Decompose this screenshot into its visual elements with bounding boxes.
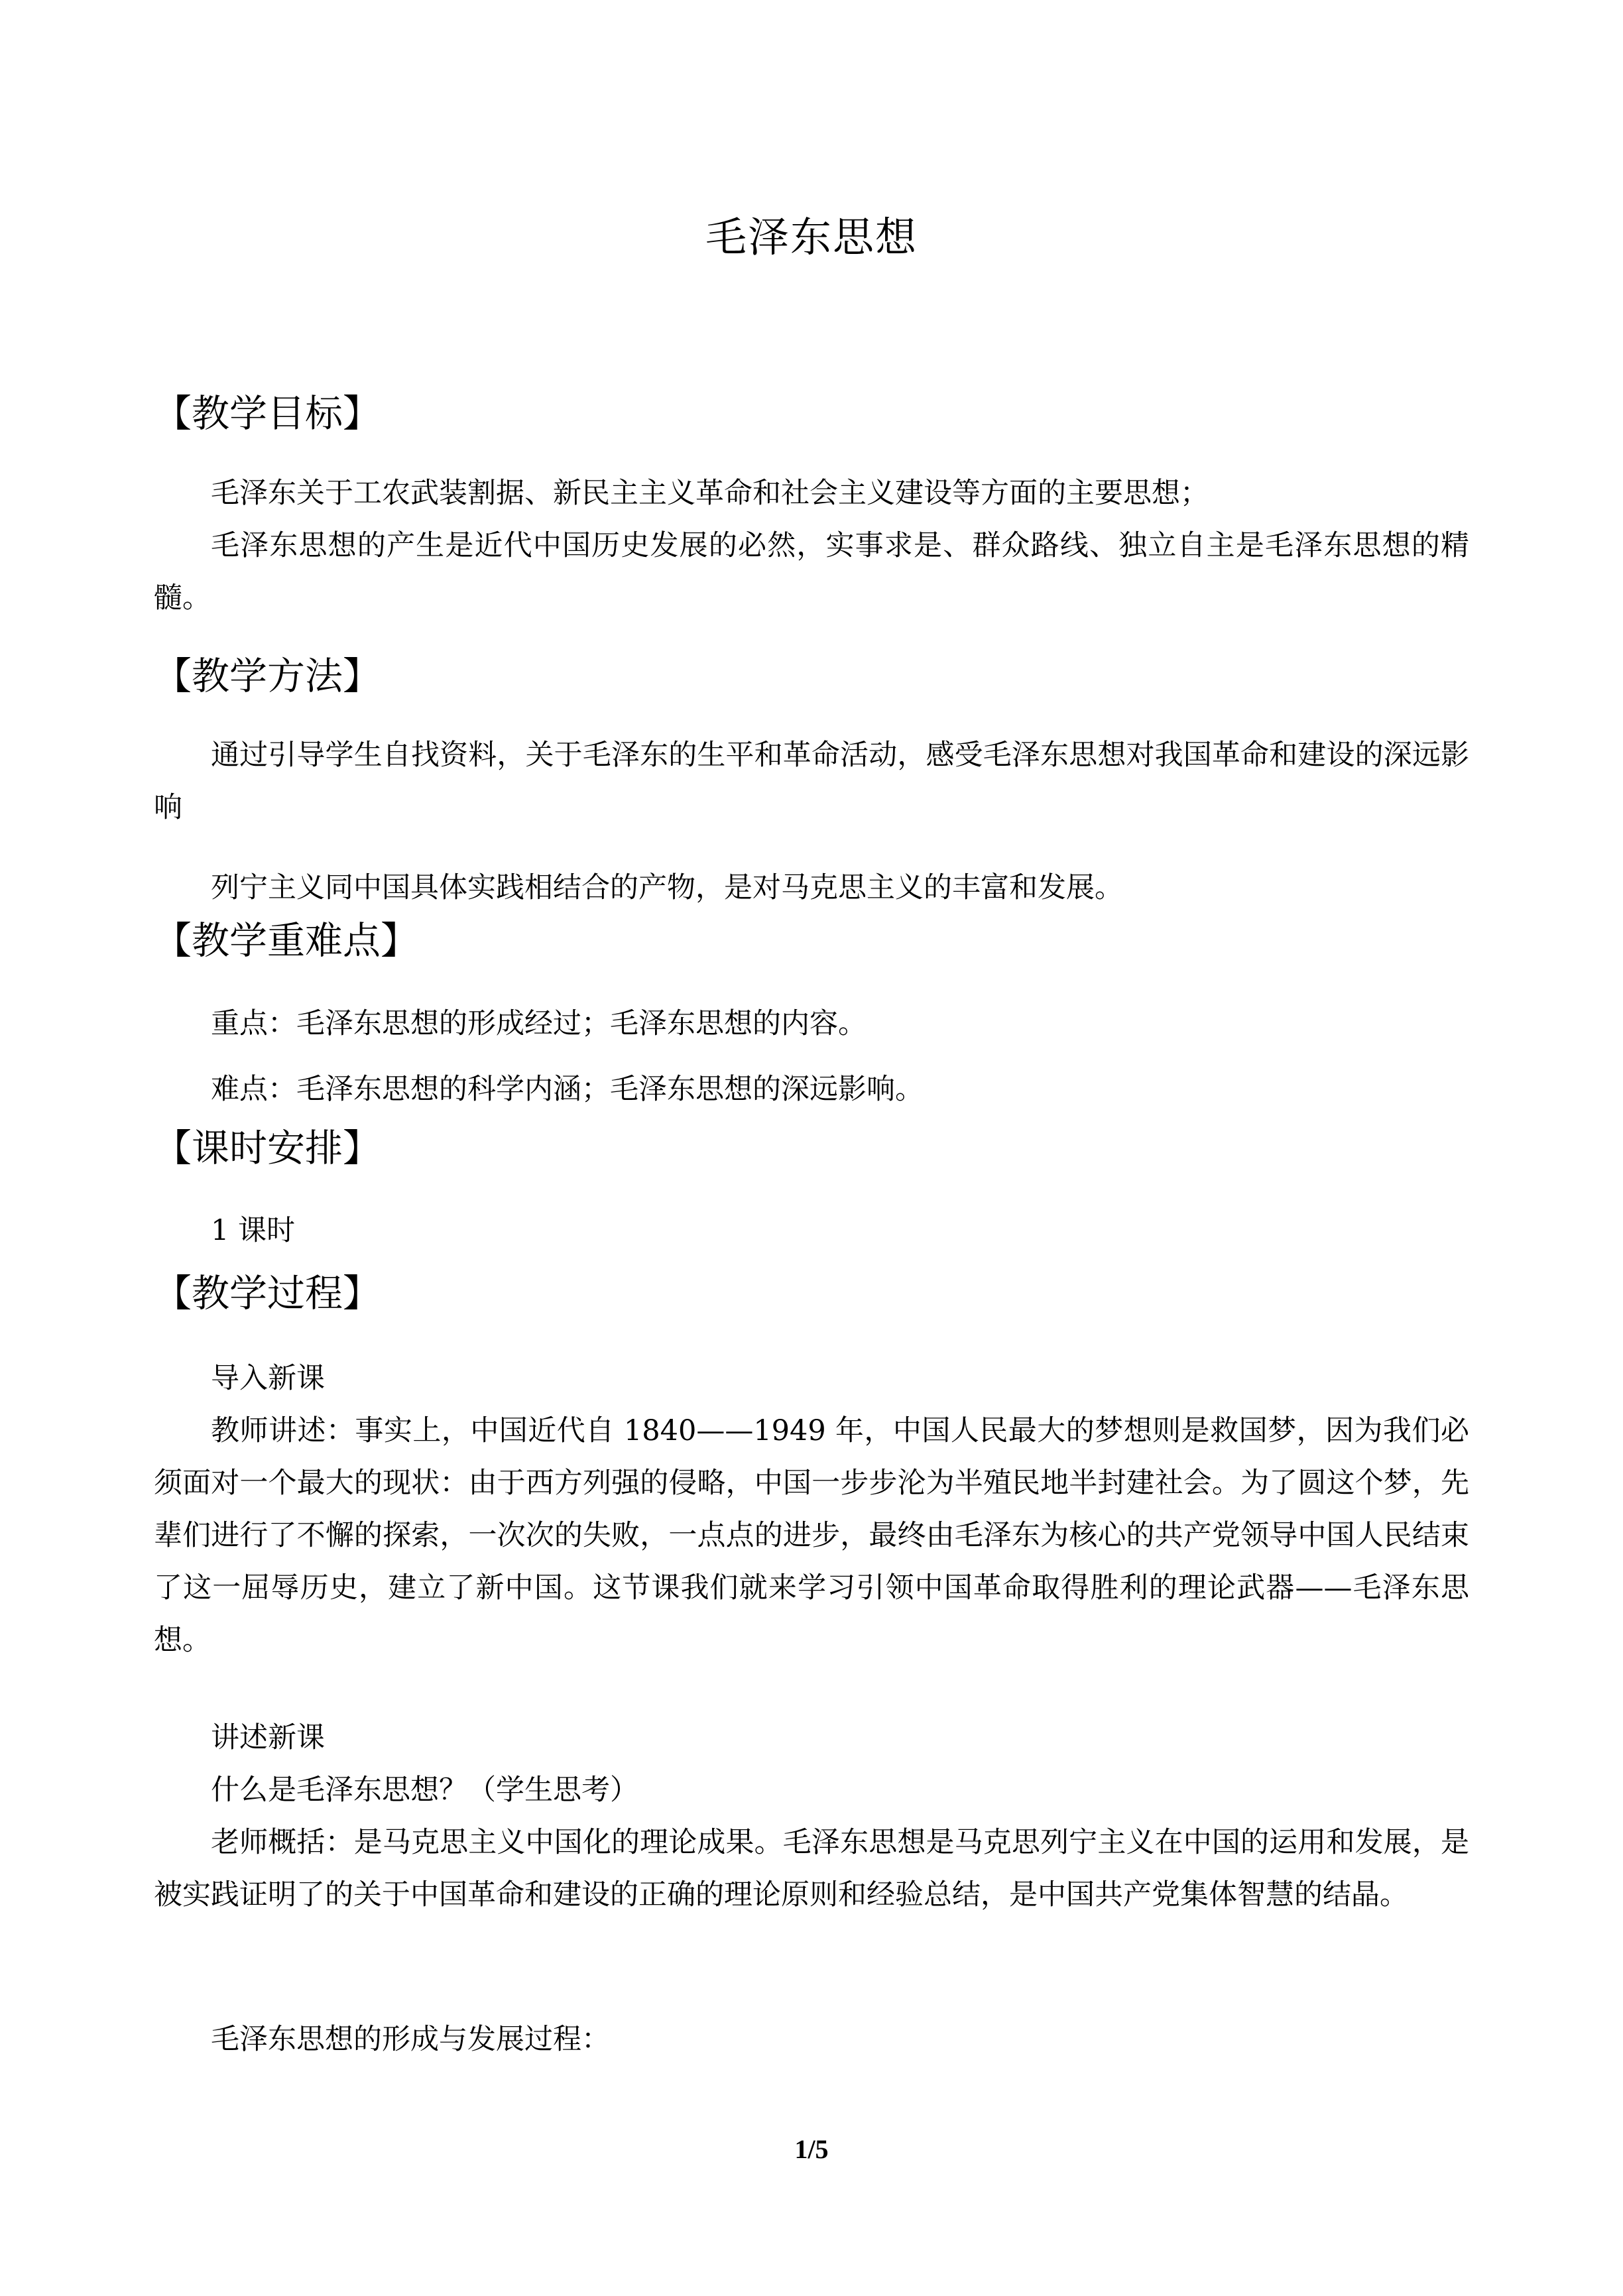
goals-paragraph-2: 毛泽东思想的产生是近代中国历史发展的必然，实事求是、群众路线、独立自主是毛泽东思想的精髓。 (154, 529, 1469, 615)
section-heading-key-points: 【教学重难点】 (154, 919, 418, 963)
process-paragraph-teacher-talk: 教师讲述：事实上，中国近代自 1840——1949 年，中国人民最大的梦想则是救国梦，因为我们必须面对一个最大的现状：由于西方列强的侵略，中国一步步沦为半殖民地半封建社会。为了圆这个梦，先辈们进行了不懈的探索，一次次的失败，一点点的进步，最终由毛泽东为核心的共产党领导中国人民结束了这一屈辱历史，建立了新中国。这节课我们就来学习引领中国革命取得胜利的理论武器——毛泽东思想。 (154, 1414, 1469, 1657)
schedule-paragraph-1: 1 课时 (211, 1214, 296, 1247)
process-paragraph-question: 什么是毛泽东思想？（学生思考） (211, 1774, 638, 1807)
key-points-paragraph-2: 难点：毛泽东思想的科学内涵；毛泽东思想的深远影响。 (211, 1073, 924, 1106)
section-heading-methods: 【教学方法】 (154, 654, 381, 698)
process-paragraph-summary: 老师概括：是马克思主义中国化的理论成果。毛泽东思想是马克思列宁主义在中国的运用和发展，是被实践证明了的关于中国革命和建设的正确的理论原则和经验总结，是中国共产党集体智慧的结晶。 (154, 1826, 1469, 1911)
goals-paragraph-1: 毛泽东关于工农武装割据、新民主主义革命和社会主义建设等方面的主要思想； (211, 477, 1209, 510)
section-heading-process: 【教学过程】 (154, 1272, 381, 1315)
process-paragraph-new-lesson: 讲述新课 (211, 1721, 325, 1754)
section-heading-goals: 【教学目标】 (154, 392, 381, 436)
document-title: 毛泽东思想 (705, 213, 918, 261)
section-heading-schedule: 【课时安排】 (154, 1126, 381, 1170)
page-number: 1/5 (794, 2134, 829, 2164)
process-paragraph-formation: 毛泽东思想的形成与发展过程： (211, 2023, 610, 2056)
methods-paragraph-2: 列宁主义同中国具体实践相结合的产物，是对马克思主义的丰富和发展。 (211, 871, 1123, 904)
key-points-paragraph-1: 重点：毛泽东思想的形成经过；毛泽东思想的内容。 (211, 1007, 867, 1040)
methods-paragraph-1: 通过引导学生自找资料，关于毛泽东的生平和革命活动，感受毛泽东思想对我国革命和建设的深远影响 (154, 739, 1469, 824)
process-paragraph-intro: 导入新课 (211, 1362, 325, 1395)
